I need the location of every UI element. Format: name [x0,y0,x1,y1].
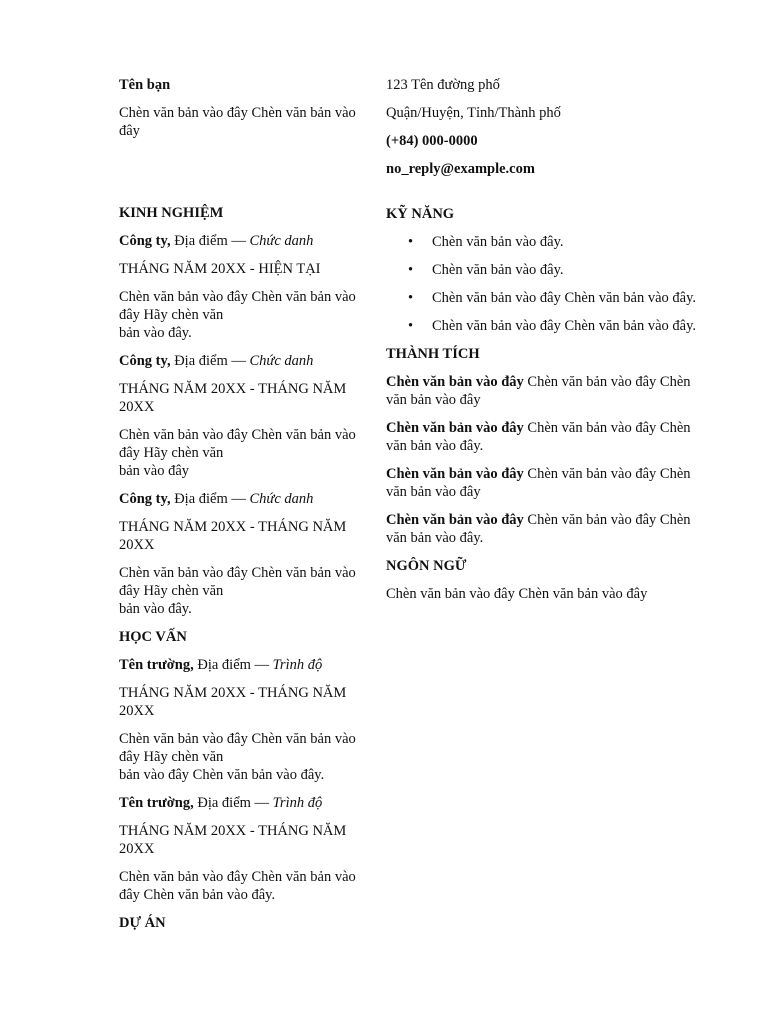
languages-heading: NGÔN NGỮ [386,558,467,574]
company-name: Công ty, [119,353,171,369]
school-description: Chèn văn bản vào đây Chèn văn bản vào đây Hãy chèn văn bản vào đây Chèn văn bản vào đây. [119,731,356,783]
bullet-icon: • [408,290,414,306]
skill-item [386,233,696,251]
skill-text: Chèn văn bản vào đây. [432,234,564,250]
job-title: Chức danh [249,233,314,249]
achievement-item [386,419,696,455]
left-column [119,76,369,942]
school-location: Địa điểm — [193,657,273,673]
achievement-title: Chèn văn bản vào đây [386,420,524,436]
school-location: Địa điểm — [193,795,273,811]
job-dates: THÁNG NĂM 20XX - THÁNG NĂM 20XX [119,519,347,553]
job-entry [119,490,369,618]
degree: Trình độ [272,657,323,673]
achievement-item [386,465,696,501]
job-header [119,490,369,508]
skills-heading: KỸ NĂNG [386,206,455,222]
degree: Trình độ [272,795,323,811]
school-entry [119,656,369,784]
education-heading: HỌC VẤN [119,629,187,645]
job-location: Địa điểm — [170,491,250,507]
skill-item [386,289,696,307]
school-dates: THÁNG NĂM 20XX - THÁNG NĂM 20XX [119,823,347,857]
intro-text: Chèn văn bản vào đây Chèn văn bản vào đây [119,105,356,139]
company-name: Công ty, [119,233,171,249]
achievement-item [386,511,696,547]
school-entry [119,794,369,904]
right-column [386,76,696,613]
projects-heading: DỰ ÁN [119,915,166,931]
job-title: Chức danh [249,353,314,369]
job-header [119,232,369,250]
email-address: no_reply@example.com [386,161,535,177]
achievement-text: Chèn văn bản vào đây Chèn văn bản vào đây. [386,512,691,546]
job-description: Chèn văn bản vào đây Chèn văn bản vào đây Hãy chèn văn bản vào đây [119,427,356,479]
job-description: Chèn văn bản vào đây Chèn văn bản vào đây Hãy chèn văn bản vào đây. [119,289,356,341]
skill-item [386,261,696,279]
job-dates: THÁNG NĂM 20XX - HIỆN TẠI [119,261,321,277]
job-location: Địa điểm — [170,353,250,369]
experience-heading: KINH NGHIỆM [119,205,224,221]
job-location: Địa điểm — [170,233,250,249]
school-description: Chèn văn bản vào đây Chèn văn bản vào đây Chèn văn bản vào đây. [119,869,356,903]
skill-text: Chèn văn bản vào đây. [432,262,564,278]
skills-list [386,233,696,335]
achievement-text: Chèn văn bản vào đây Chèn văn bản vào đây. [386,420,691,454]
your-name: Tên bạn [119,77,171,93]
school-name: Tên trường, [119,657,194,673]
achievements-heading: THÀNH TÍCH [386,346,480,362]
achievement-item [386,373,696,409]
skill-text: Chèn văn bản vào đây Chèn văn bản vào đây. [432,318,697,334]
achievement-title: Chèn văn bản vào đây [386,374,524,390]
skill-item [386,317,696,335]
bullet-icon: • [408,318,414,334]
address-line-1: 123 Tên đường phố [386,77,500,93]
school-dates: THÁNG NĂM 20XX - THÁNG NĂM 20XX [119,685,347,719]
school-header [119,656,369,674]
achievement-text: Chèn văn bản vào đây Chèn văn bản vào đây [386,466,691,500]
address-line-2: Quận/Huyện, Tỉnh/Thành phố [386,105,561,121]
skill-text: Chèn văn bản vào đây Chèn văn bản vào đây. [432,290,697,306]
job-entry [119,232,369,342]
phone-number: (+84) 000-0000 [386,133,478,149]
job-entry [119,352,369,480]
job-description: Chèn văn bản vào đây Chèn văn bản vào đây Hãy chèn văn bản vào đây. [119,565,356,617]
bullet-icon: • [408,262,414,278]
job-header [119,352,369,370]
achievement-title: Chèn văn bản vào đây [386,466,524,482]
spacer [386,188,696,205]
job-title: Chức danh [249,491,314,507]
languages-text: Chèn văn bản vào đây Chèn văn bản vào đây [386,586,648,602]
school-name: Tên trường, [119,795,194,811]
school-header [119,794,369,812]
achievement-title: Chèn văn bản vào đây [386,512,524,528]
achievement-text: Chèn văn bản vào đây Chèn văn bản vào đây [386,374,691,408]
bullet-icon: • [408,234,414,250]
spacer [119,150,369,204]
company-name: Công ty, [119,491,171,507]
job-dates: THÁNG NĂM 20XX - THÁNG NĂM 20XX [119,381,347,415]
